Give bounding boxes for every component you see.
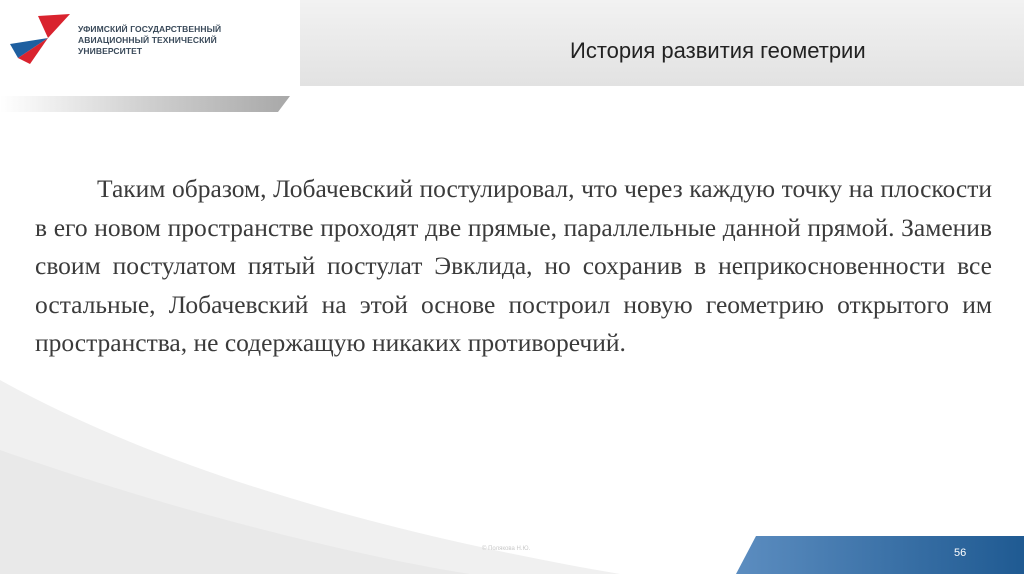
university-name <box>78 24 221 57</box>
copyright-text: © Полякова Н.Ю. <box>482 546 531 552</box>
body-paragraph: Таким образом, Лобачевский постулировал, что через каждую точку на плоскости в его новом пространстве проходят две прямые, параллельные данной прямой. Заменив своим постулатом пятый постулат Эвклида, но сохранив в неприкосновенности все остальные, Лобачевский на этой основе построил новую геометрию открытого им пространства, не содержащую никаких противоречий. <box>35 174 992 357</box>
university-name-line-1: УФИМСКИЙ ГОСУДАРСТВЕННЫЙ <box>78 24 222 34</box>
slide-title: История развития геометрии <box>570 38 866 63</box>
page-number: 56 <box>954 547 967 559</box>
university-name-line-2: АВИАЦИОННЫЙ ТЕХНИЧЕСКИЙ <box>78 35 217 45</box>
university-name-line-3: УНИВЕРСИТЕТ <box>78 46 143 56</box>
university-logo <box>8 14 72 64</box>
footer-bar <box>0 536 1024 574</box>
header-underline <box>0 96 290 112</box>
